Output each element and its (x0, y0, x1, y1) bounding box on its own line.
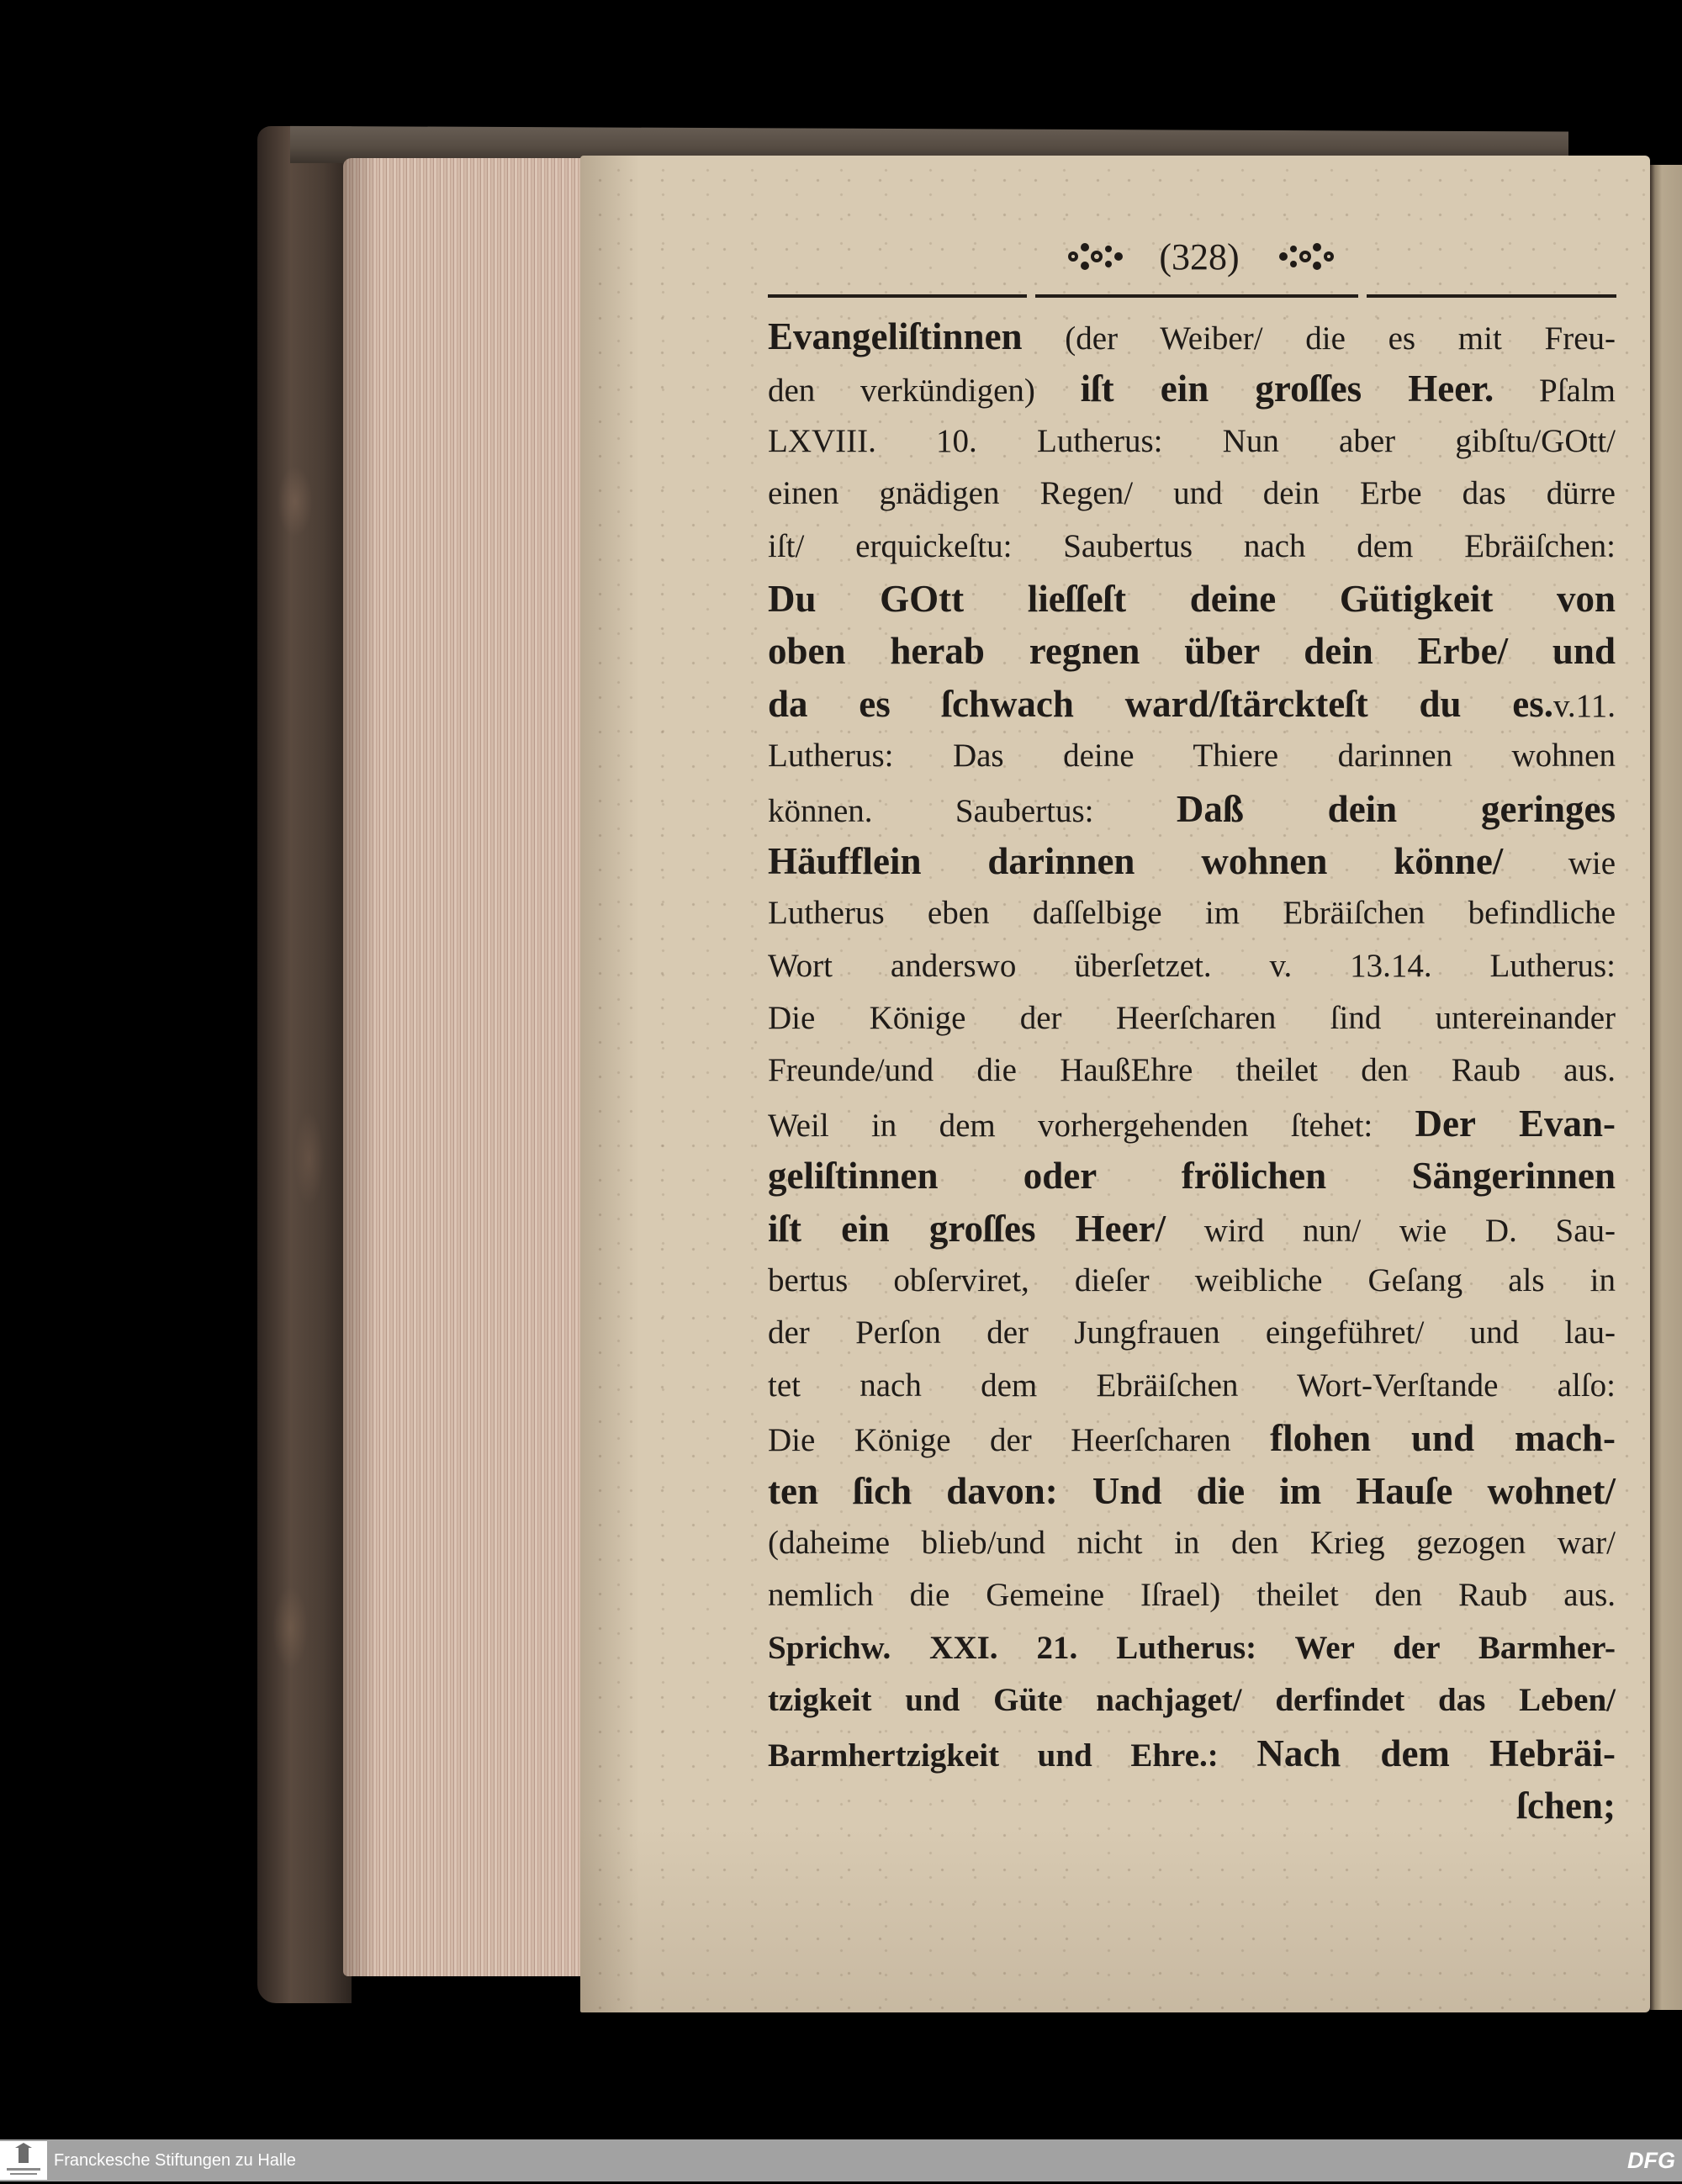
text-line (768, 1097, 1616, 1150)
text-segment: Weil in dem vorhergehenden ſtehet: (768, 1107, 1415, 1144)
text-line (768, 415, 1616, 468)
text-line (768, 1412, 1616, 1464)
text-segment: v.11. (1552, 687, 1616, 724)
text-segment: Freunde/und die HaußEhre theilet den Raub aus. (768, 1052, 1616, 1089)
text-line (768, 887, 1616, 939)
text-segment: Nach dem Hebräi- (1256, 1732, 1616, 1774)
text-line (768, 1622, 1616, 1674)
text-segment: oben herab regnen über dein Erbe/ und (768, 630, 1616, 673)
text-segment: Du GOtt lieſſeſt deine Gütigkeit von (768, 577, 1616, 620)
text-segment: Der Evan- (1415, 1102, 1616, 1145)
text-segment: iſt/ erquickeſtu: Saubertus nach dem Ebräiſchen: (768, 527, 1616, 564)
text-line (768, 1150, 1616, 1202)
text-line (768, 625, 1616, 677)
text-line (768, 1044, 1616, 1097)
text-segment: einen gnädigen Regen/ und dein Erbe das dürre (768, 475, 1616, 512)
text-segment: tzigkeit und Güte nachjaget/ derfindet das Leben/ (768, 1682, 1616, 1719)
text-segment: können. Saubertus: (768, 792, 1177, 829)
text-segment: ten ſich davon: Und die im Hauſe wohnet/ (768, 1469, 1616, 1512)
text-line (768, 1517, 1616, 1569)
text-line (768, 835, 1616, 887)
page-body-text (768, 310, 1616, 1832)
funder-logo-text: DFG (1627, 2148, 1675, 2173)
text-line (768, 362, 1616, 415)
text-line (768, 1465, 1616, 1517)
page-number: (328) (1159, 236, 1240, 278)
text-line (768, 678, 1616, 730)
text-line (768, 1674, 1616, 1727)
text-segment: flohen und mach- (1270, 1417, 1616, 1460)
text-segment: iſt ein groſſes Heer. (1080, 368, 1494, 410)
text-segment: wird nun/ wie D. Sau- (1166, 1212, 1616, 1249)
header-rule (1035, 294, 1358, 298)
text-line (768, 521, 1616, 573)
text-segment: da es ſchwach ward/ſtärckteſt du es. (768, 682, 1553, 725)
text-line (768, 730, 1616, 782)
text-segment: Pſalm (1494, 373, 1616, 410)
text-line (768, 468, 1616, 520)
text-segment: nemlich die Gemeine Iſrael) theilet den Raub aus. (768, 1577, 1616, 1614)
institution-seal-icon (0, 2141, 47, 2180)
text-segment: Evangeliſtinnen (768, 315, 1023, 357)
text-segment: der Perſon der Jungfrauen eingeführet/ und lau- (768, 1314, 1616, 1351)
text-segment: geliſtinnen oder frölichen Sängerinnen (768, 1155, 1616, 1198)
text-segment: Die Könige der Heerſcharen (768, 1422, 1271, 1459)
fleuron-left-icon (1065, 237, 1127, 276)
text-segment: Lutherus eben daſſelbige im Ebräiſchen befindliche (768, 895, 1616, 932)
text-segment: Die Könige der Heerſcharen ſind untereinander (768, 1000, 1616, 1037)
header-rule (1367, 294, 1616, 298)
text-segment: Wort anderswo überſetzet. v. 13.14. Lutherus: (768, 947, 1616, 984)
text-line (768, 1360, 1616, 1412)
text-line (768, 940, 1616, 992)
text-segment: LXVIII. 10. Lutherus: Nun aber gibſtu/GOtt/ (768, 422, 1616, 459)
text-line (768, 783, 1616, 835)
text-segment: den verkündigen) (768, 373, 1081, 410)
text-segment: Häufflein darinnen wohnen könne/ (768, 839, 1504, 882)
text-segment: (daheime blieb/und nicht in den Krieg gezogen war/ (768, 1524, 1616, 1561)
text-line-catchword (768, 1779, 1616, 1832)
page-stack-edge (343, 158, 584, 1976)
fleuron-right-icon (1275, 237, 1337, 276)
text-line (768, 310, 1616, 362)
text-segment: ſchen; (1516, 1784, 1616, 1827)
text-line (768, 1255, 1616, 1307)
institution-name: Franckesche Stiftungen zu Halle (54, 2151, 296, 2170)
text-segment: Sprichw. XXI. 21. Lutherus: Wer der Barmher- (768, 1629, 1616, 1666)
viewer-footer-bar (0, 2139, 1682, 2181)
text-line (768, 1727, 1616, 1779)
text-segment: (der Weiber/ die es mit Freu- (1022, 320, 1616, 357)
text-line (768, 1569, 1616, 1621)
text-line (768, 992, 1616, 1044)
text-segment: wie (1503, 844, 1616, 881)
text-segment: bertus obſerviret, dieſer weibliche Geſang als in (768, 1262, 1616, 1299)
text-segment: iſt ein groſſes Heer/ (768, 1207, 1166, 1250)
adjacent-page-edge (1650, 165, 1682, 2010)
header-rule (768, 294, 1027, 298)
text-line (768, 1203, 1616, 1255)
text-segment: tet nach dem Ebräiſchen Wort-Verſtande alſo: (768, 1367, 1616, 1404)
text-segment: Barmhertzigkeit und Ehre.: (768, 1737, 1257, 1774)
book-spine (257, 126, 352, 2003)
text-line (768, 1307, 1616, 1359)
text-segment: Lutherus: Das deine Thiere darinnen wohnen (768, 738, 1616, 775)
text-segment: Daß dein geringes (1176, 787, 1616, 830)
text-line (768, 573, 1616, 625)
